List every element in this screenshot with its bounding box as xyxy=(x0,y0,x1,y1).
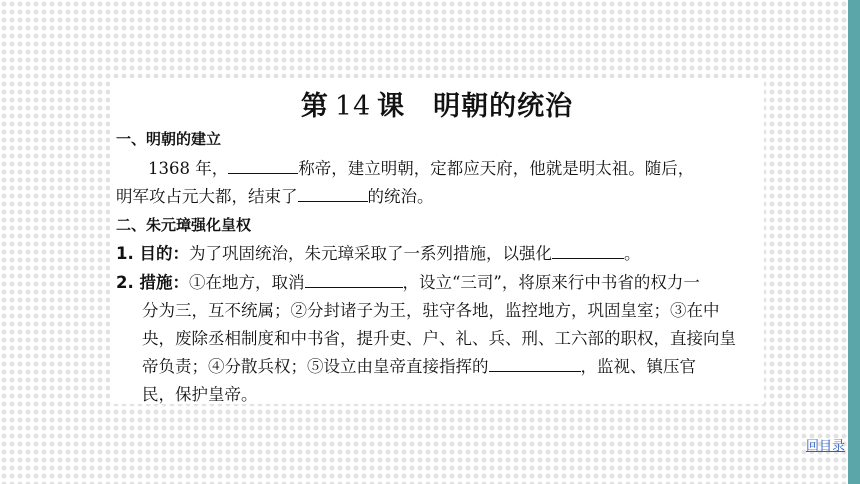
item2-line-2: 分为三，互不统属；②分封诸子为王，驻守各地，监控地方，巩固皇室；③在中 xyxy=(142,301,720,320)
text-segment: ，设立“三司”，将原来行中书省的权力一 xyxy=(402,273,700,292)
section1-line-1 xyxy=(148,155,694,179)
text-segment: 帝负责；④分散兵权；⑤设立由皇帝直接指挥的 xyxy=(142,357,489,376)
side-accent-bar xyxy=(848,0,860,484)
text-segment: 为了巩固统治，朱元璋采取了一系列措施，以强化 xyxy=(189,244,552,263)
item2-line-1 xyxy=(116,269,700,293)
text-segment: 明军攻占元大都，结束了 xyxy=(116,187,298,206)
back-to-toc-link[interactable]: 回目录 xyxy=(806,439,846,454)
section1-line-2 xyxy=(116,183,434,207)
item2-line-3: 央，废除丞相制度和中书省，提升吏、户、礼、兵、刑、工六部的职权，直接向皇 xyxy=(142,329,736,348)
section-heading-1: 一、明朝的建立 xyxy=(116,130,222,148)
fill-blank-3[interactable] xyxy=(552,241,624,259)
title-prefix: 第 xyxy=(300,91,329,122)
item2-label: 2. 措施： xyxy=(116,273,189,292)
section-heading-2: 二、朱元璋强化皇权 xyxy=(116,216,252,234)
lesson-title xyxy=(110,84,764,123)
item1-label: 1. 目的： xyxy=(116,244,189,263)
fill-blank-2[interactable] xyxy=(298,184,368,202)
item2-line-4 xyxy=(142,353,696,377)
text-segment: ①在地方，取消 xyxy=(189,273,305,292)
text-segment: ，监视、镇压官 xyxy=(580,357,696,376)
item1-line xyxy=(116,240,641,264)
title-unit: 课 xyxy=(377,91,406,122)
text-segment: 的统治。 xyxy=(367,187,434,206)
text-segment: 称帝，建立明朝，定都应天府，他就是明太祖。随后， xyxy=(298,159,695,178)
fill-blank-1[interactable] xyxy=(228,156,298,174)
fill-blank-5[interactable] xyxy=(489,354,581,372)
text-segment: 1368 年， xyxy=(148,159,229,178)
fill-blank-4[interactable] xyxy=(305,270,403,288)
title-name: 明朝的统治 xyxy=(433,91,574,122)
title-number: 14 xyxy=(334,91,372,122)
lesson-card xyxy=(110,78,764,404)
text-segment: 。 xyxy=(624,244,641,263)
item2-line-5: 民，保护皇帝。 xyxy=(142,385,258,404)
